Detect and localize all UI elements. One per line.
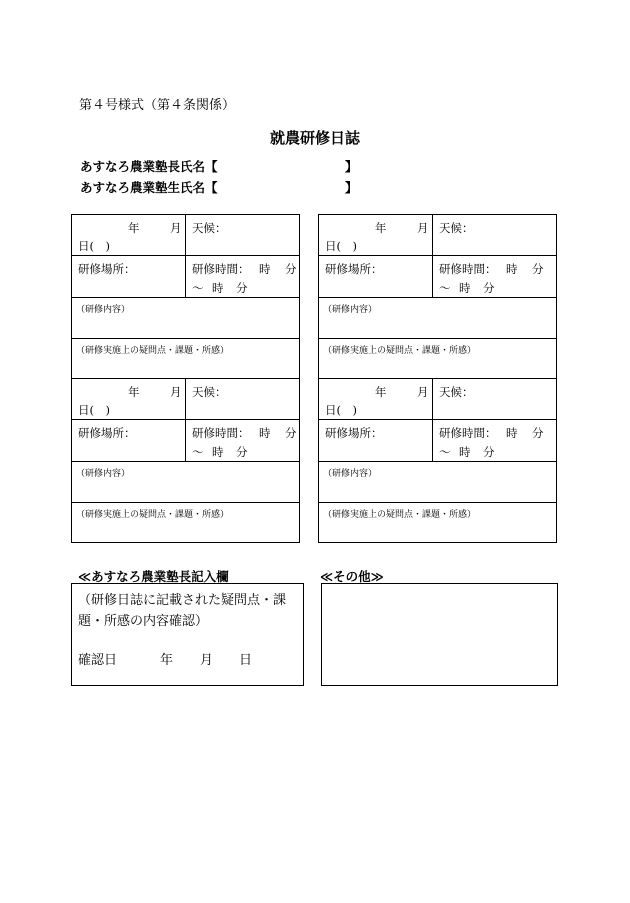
time-label: 研修時間：	[192, 262, 250, 276]
weather-label: 天候：	[192, 385, 227, 399]
issues-label: （研修実施上の疑問点・課題・所感）	[323, 510, 477, 520]
director-name-close: 】	[345, 159, 358, 174]
form-number: 第４号様式（第４条関係）	[79, 98, 236, 113]
row-divider	[72, 419, 299, 420]
content-label: （研修内容）	[323, 305, 378, 315]
day-label: 日( )	[78, 403, 110, 417]
weather-label: 天候：	[192, 221, 227, 235]
place-label: 研修場所：	[325, 262, 383, 276]
tilde-label: ～	[439, 281, 451, 295]
column-divider	[432, 379, 433, 461]
issues-label: （研修実施上の疑問点・課題・所感）	[76, 346, 230, 356]
weather-label: 天候：	[439, 385, 474, 399]
issues-label: （研修実施上の疑問点・課題・所感）	[323, 346, 477, 356]
row-divider	[319, 297, 556, 298]
content-label: （研修内容）	[76, 469, 131, 479]
content-label: （研修内容）	[323, 469, 378, 479]
row-divider	[72, 255, 299, 256]
day-label: 日( )	[78, 239, 110, 253]
other-section-heading: ≪その他≫	[320, 569, 384, 584]
month-label: 月	[417, 221, 429, 235]
confirm-date-label: 確認日	[78, 653, 118, 668]
student-name-row	[80, 178, 358, 196]
tilde-label: ～	[192, 445, 204, 459]
year-label: 年	[375, 221, 387, 235]
minute-label: 分	[285, 426, 297, 440]
tilde-label: ～	[192, 281, 204, 295]
row-divider	[319, 461, 556, 462]
hour-label: 時	[506, 426, 518, 440]
day-label: 日( )	[325, 239, 357, 253]
minute-label: 分	[483, 281, 495, 295]
year-label: 年	[128, 385, 140, 399]
hour-label: 時	[506, 262, 518, 276]
director-section-heading: ≪あすなろ農業塾長記入欄	[78, 569, 229, 584]
minute-label: 分	[236, 281, 248, 295]
minute-label: 分	[483, 445, 495, 459]
month-label: 月	[170, 385, 182, 399]
year-label: 年	[128, 221, 140, 235]
director-note-line2: 題・所感の内容確認）	[78, 614, 209, 629]
content-label: （研修内容）	[76, 305, 131, 315]
director-name-label: あすなろ農業塾長氏名【	[80, 159, 218, 174]
other-notes-box[interactable]	[321, 583, 558, 686]
minute-label: 分	[532, 262, 544, 276]
director-entry-box	[71, 583, 304, 686]
time-label: 研修時間：	[439, 262, 497, 276]
hour-label: 時	[212, 281, 224, 295]
column-divider	[185, 215, 186, 297]
row-divider	[72, 502, 299, 503]
minute-label: 分	[532, 426, 544, 440]
row-divider	[319, 419, 556, 420]
time-label: 研修時間：	[439, 426, 497, 440]
director-note-line1: （研修日誌に記載された疑問点・課	[78, 593, 287, 608]
hour-label: 時	[459, 445, 471, 459]
minute-label: 分	[285, 262, 297, 276]
confirm-year-label: 年	[160, 653, 174, 668]
place-label: 研修場所：	[78, 426, 136, 440]
row-divider	[72, 297, 299, 298]
month-label: 月	[417, 385, 429, 399]
row-divider	[72, 338, 299, 339]
minute-label: 分	[236, 445, 248, 459]
place-label: 研修場所：	[325, 426, 383, 440]
diary-entry-3	[71, 378, 300, 543]
row-divider	[319, 338, 556, 339]
director-name-row	[80, 157, 358, 175]
column-divider	[185, 379, 186, 461]
hour-label: 時	[259, 262, 271, 276]
hour-label: 時	[212, 445, 224, 459]
day-label: 日( )	[325, 403, 357, 417]
weather-label: 天候：	[439, 221, 474, 235]
student-name-label: あすなろ農業塾生氏名【	[80, 180, 218, 195]
diary-entry-4	[318, 378, 557, 543]
diary-entry-1	[71, 214, 300, 379]
column-divider	[432, 215, 433, 297]
time-label: 研修時間：	[192, 426, 250, 440]
row-divider	[72, 461, 299, 462]
page-title: 就農研修日誌	[269, 129, 360, 147]
tilde-label: ～	[439, 445, 451, 459]
student-name-close: 】	[345, 180, 358, 195]
confirm-month-label: 月	[200, 653, 214, 668]
confirm-day-label: 日	[239, 653, 253, 668]
issues-label: （研修実施上の疑問点・課題・所感）	[76, 510, 230, 520]
place-label: 研修場所：	[78, 262, 136, 276]
hour-label: 時	[459, 281, 471, 295]
year-label: 年	[375, 385, 387, 399]
diary-entry-2	[318, 214, 557, 379]
row-divider	[319, 255, 556, 256]
hour-label: 時	[259, 426, 271, 440]
month-label: 月	[170, 221, 182, 235]
row-divider	[319, 502, 556, 503]
